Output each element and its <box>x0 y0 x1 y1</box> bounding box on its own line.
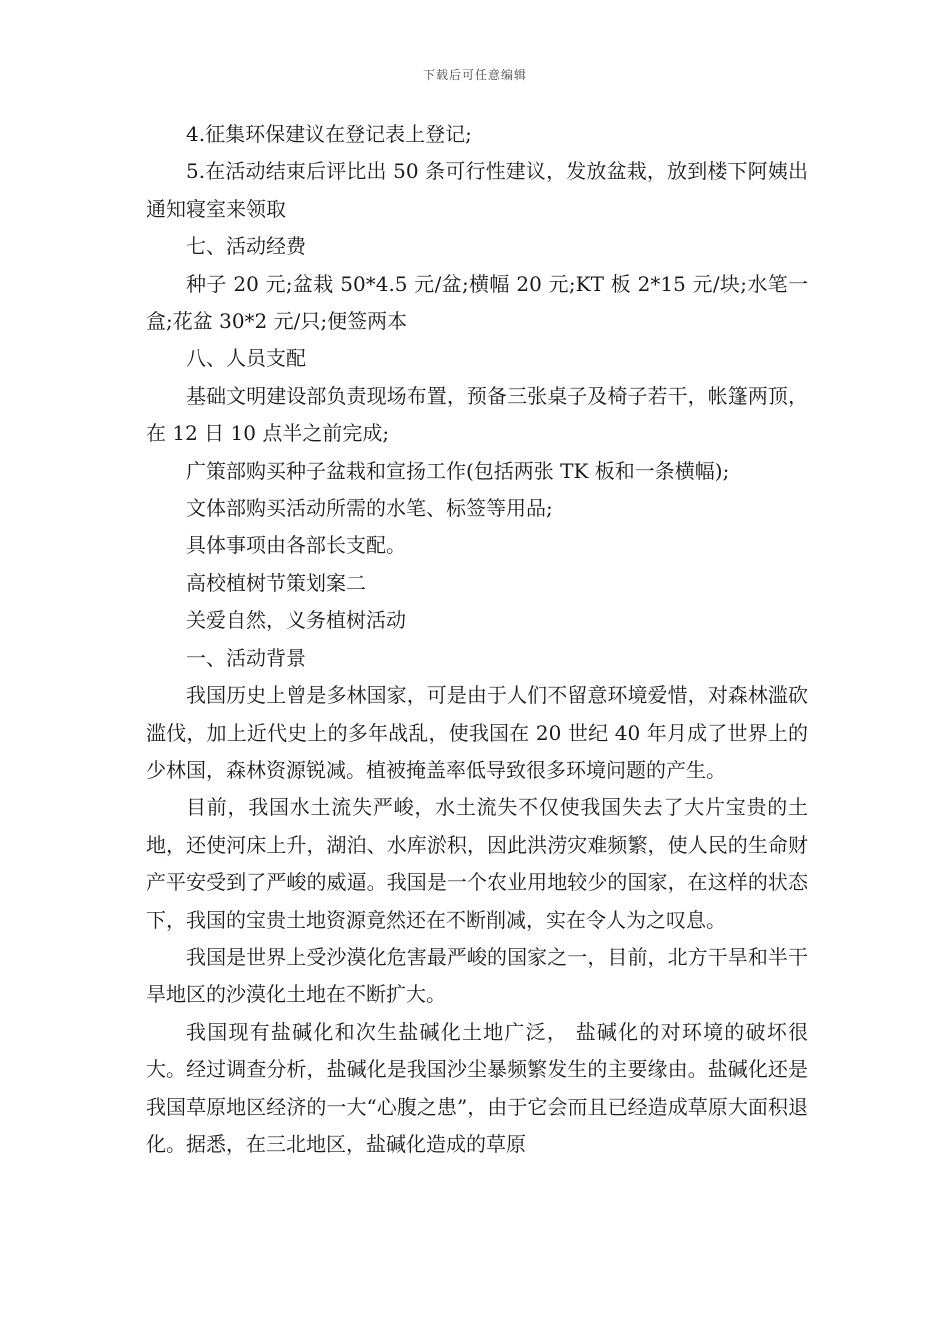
paragraph: 基础文明建设部负责现场布置，预备三张桌子及椅子若干，帐篷两顶，在 12 日 10 点半之前完成; <box>146 383 808 446</box>
paragraph: 广策部购买种子盆栽和宣扬工作(包括两张 TK 板和一条横幅); <box>186 458 730 483</box>
paragraph: 5.在活动结束后评比出 50 条可行性建议，发放盆栽，放到楼下阿姨出通知寝室来领取 <box>146 159 808 221</box>
page-header: 下载后可任意编辑 <box>422 68 527 82</box>
paragraph: 我国是世界上受沙漠化危害最严峻的国家之一，目前，北方干旱和半干旱地区的沙漠化土地在不断扩大。 <box>146 944 808 1007</box>
paragraph: 文体部购买活动所需的水笔、标签等用品; <box>186 496 553 521</box>
paragraph: 种子 20 元;盆栽 50*4.5 元/盆;横幅 20 元;KT 板 2*15 元/块;水笔一盒;花盆 30*2 元/只;便签两本 <box>146 271 808 334</box>
section-heading: 七、活动经费 <box>186 234 306 259</box>
document-body <box>146 116 808 1163</box>
document-subtitle: 高校植树节策划案二 <box>186 570 366 595</box>
section-heading: 八、人员支配 <box>186 346 306 371</box>
paragraph: 我国现有盐碱化和次生盐碱化土地广泛， 盐碱化的对环境的破坏很大。经过调查分析，盐碱化是我国沙尘暴频繁发生的主要缘由。盐碱化还是我国草原地区经济的一大“心腹之患”，由于它会而且已经造成草原大面积退化。据悉，在三北地区，盐碱化造成的草原 <box>146 1019 808 1156</box>
paragraph: 我国历史上曾是多林国家，可是由于人们不留意环境爱惜，对森林滥砍滥伐，加上近代史上的多年战乱，使我国在 20 世纪 40 年月成了世界上的少林国，森林资源锐减。植被掩盖率低导致很多环境问题的产生。 <box>146 683 808 782</box>
paragraph: 具体事项由各部长支配。 <box>186 533 406 558</box>
paragraph: 4.征集环保建议在登记表上登记; <box>186 122 472 146</box>
paragraph: 目前，我国水土流失严峻，水土流失不仅使我国失去了大片宝贵的土地，还使河床上升，湖泊、水库淤积，因此洪涝灾难频繁，使人民的生命财产平安受到了严峻的威逼。我国是一个农业用地较少的国家，在这样的状态下，我国的宝贵土地资源竟然还在不断削减，实在令人为之叹息。 <box>146 795 808 932</box>
document-subtitle: 关爱自然，义务植树活动 <box>186 608 406 633</box>
section-heading: 一、活动背景 <box>186 645 306 670</box>
